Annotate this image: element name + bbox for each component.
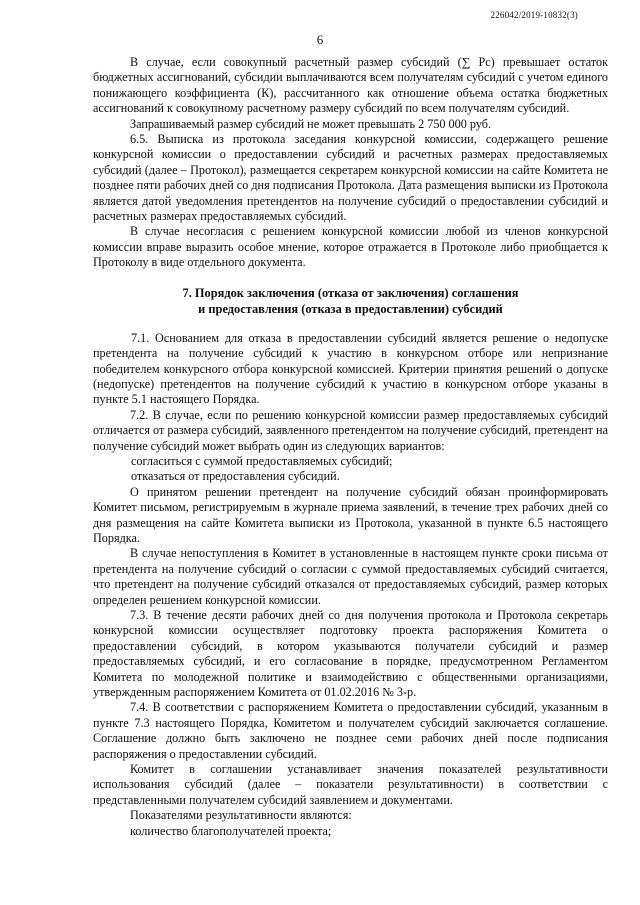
option-refuse: отказаться от предоставления субсидий.: [131, 469, 340, 484]
section-7-heading: [93, 285, 608, 317]
paragraph-dissent: В случае несогласия с решением конкурсной комиссии любой из членов конкурсной комиссии вправе выразить особое мнение, которое отражается в Протоколе либо приобщается к Протоколу в виде отдельного документа.: [93, 224, 608, 270]
paragraph-indicators: Комитет в соглашении устанавливает значения показателей результативности использования субсидий (далее – показатели результативности) в соответствии с представленными получателем субсидий заявлением и документами.: [93, 762, 608, 807]
paragraph-subsidy-coefficient: В случае, если совокупный расчетный размер субсидий (∑ Рс) превышает остаток бюджетных ассигнований, субсидии выплачиваются всем получателям субсидий с учетом единого понижающего коэффициента (К), рассчитанного как отношение объема остатка бюджетных ассигнований к совокупному расчетному размеру субсидий по всем получателям субсидий.: [93, 55, 608, 116]
paragraph-7-2: 7.2. В случае, если по решению конкурсной комиссии размер предоставляемых субсидий отличается от размера субсидий, заявленного претендентом на получение субсидий, претендент на получение субсидий может выбрать один из следующих вариантов:: [93, 407, 608, 453]
heading-line-1: 7. Порядок заключения (отказа от заключения) соглашения: [182, 285, 519, 300]
document-number: 226042/2019-10832(3): [490, 10, 578, 20]
paragraph-7-1: 7.1. Основанием для отказа в предоставлении субсидий является решение о недопуске претендента на получение субсидий к участию в конкурсном отборе или непризнание победителем конкурсного отбора конкурсной комиссией. Критерии принятия решений о допуске (недопуске) претендентов на получение субсидий к участию в конкурсном отборе указаны в пункте 5.1 настоящего Порядка.: [93, 330, 608, 407]
option-agree: согласиться с суммой предоставляемых субсидий;: [131, 453, 393, 468]
paragraph-max-amount: Запрашиваемый размер субсидий не может превышать 2 750 000 руб.: [130, 116, 491, 131]
document-body: [93, 55, 608, 839]
paragraph-7-4: 7.4. В соответствии с распоряжением Комитета о предоставлении субсидий, указанным в пункте 7.3 настоящего Порядка, Комитетом и получателем субсидий заключается соглашение. Соглашение должно быть заключено не позднее семи рабочих дней после подписания распоряжения о предоставлении субсидий.: [93, 700, 608, 761]
paragraph-non-receipt: В случае непоступления в Комитет в установленные в настоящем пункте сроки письма от претендента на получение субсидий о согласии с суммой предоставляемых субсидий считается, что претендент на получение субсидий отказался от предоставляемых субсидий, размер которых определен решением конкурсной комиссии.: [93, 546, 608, 607]
paragraph-notification: О принятом решении претендент на получение субсидий обязан проинформировать Комитет письмом, регистрируемым в журнале приема заявлений, в течение трех рабочих дней со дня размещения на сайте Комитета выписки из Протокола, указанной в пункте 6.5 настоящего Порядка.: [93, 484, 608, 545]
paragraph-7-3: 7.3. В течение десяти рабочих дней со дня получения протокола и Протокола секретарь конкурсной комиссии осуществляет подготовку проекта распоряжения Комитета о предоставлении субсидий, в котором указываются получатели субсидий и размер предоставляемых субсидий, и его согласование в порядке, предусмотренном Регламентом Комитета по молодежной политике и взаимодействию с общественными организациями, утвержденным распоряжением Комитета от 01.02.2016 № 3-р.: [93, 608, 608, 700]
heading-line-2: и предоставления (отказа в предоставлении) субсидий: [198, 301, 503, 316]
paragraph-6-5: 6.5. Выписка из протокола заседания конкурсной комиссии, содержащего решение конкурсной комиссии о предоставлении субсидий и расчетных размерах предоставляемых субсидий (далее – Протокол), размещается секретарем конкурсной комиссии на сайте Комитета не позднее пяти рабочих дней со дня подписания Протокола. Дата размещения выписки из Протокола является датой уведомления претендентов на получение субсидий о предоставлении субсидий и расчетных размерах предоставляемых субсидий.: [93, 132, 608, 224]
paragraph-beneficiaries-count: количество благополучателей проекта;: [130, 823, 332, 838]
page-number: 6: [316, 32, 324, 47]
paragraph-indicators-list-intro: Показателями результативности являются:: [130, 808, 352, 823]
